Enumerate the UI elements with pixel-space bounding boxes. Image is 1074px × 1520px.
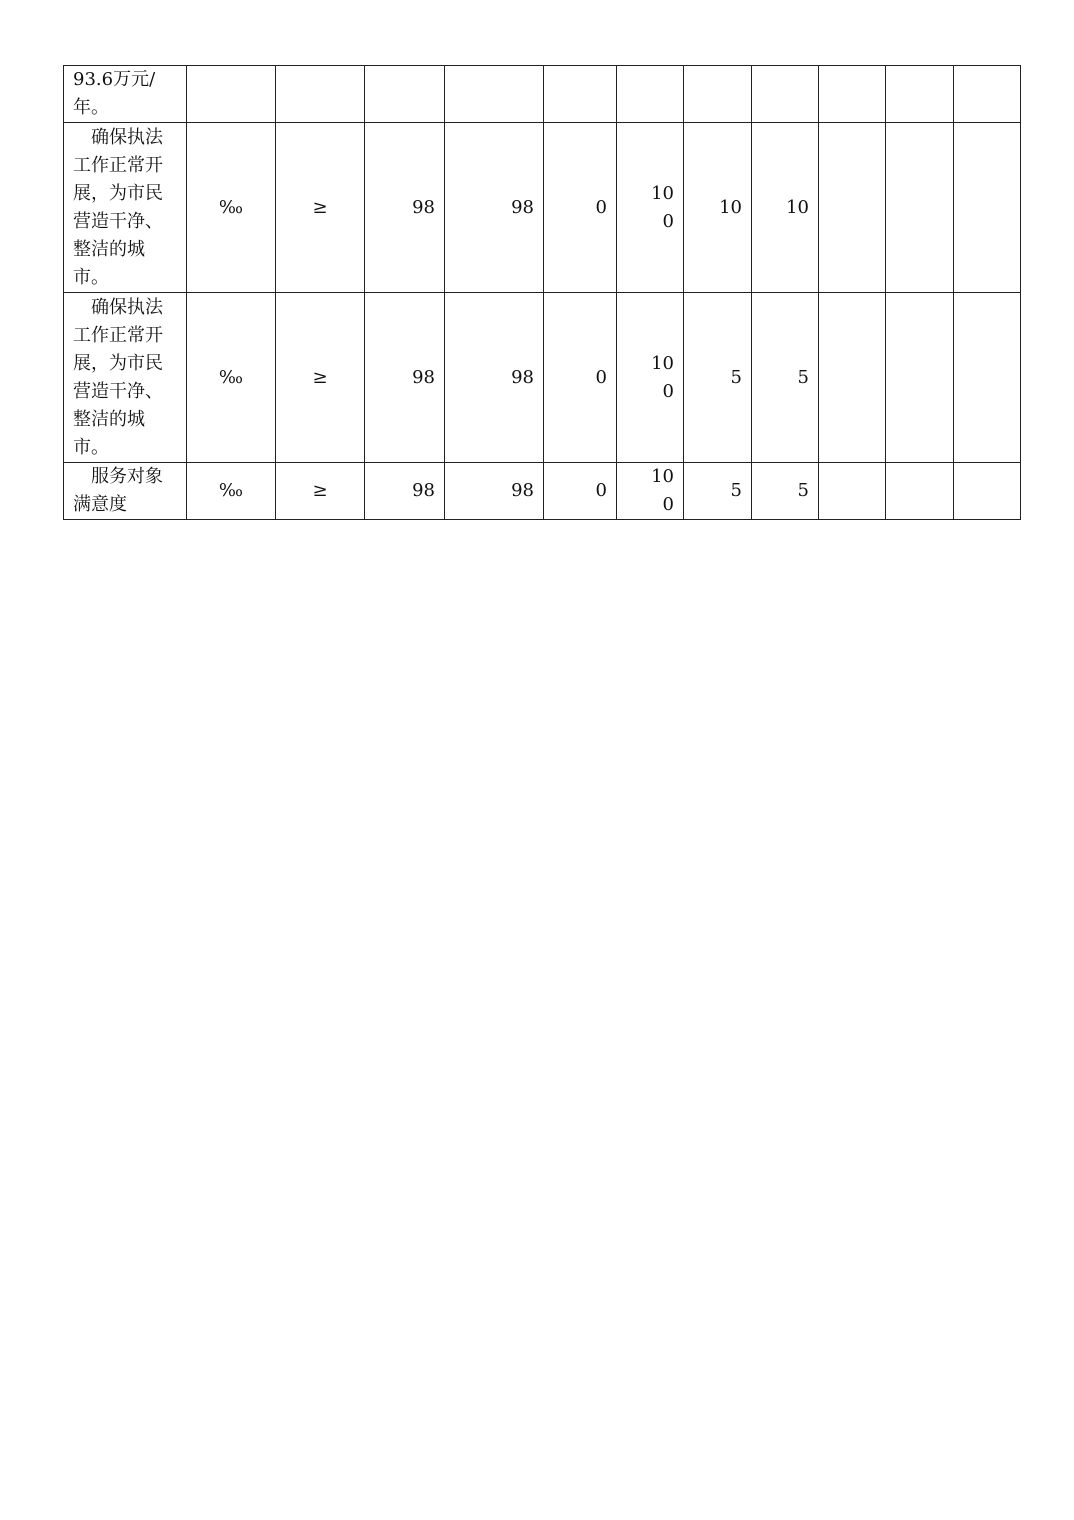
indicator-description-cell: 服务对象满意度 <box>64 463 187 520</box>
table-row <box>64 123 1021 293</box>
table-row <box>64 66 1021 123</box>
indicator-description-cell: 确保执法工作正常开展，为市民营造干净、整洁的城市。 <box>64 293 187 463</box>
empty-cell <box>954 463 1021 520</box>
empty-cell <box>954 293 1021 463</box>
actual-value-cell: 98 <box>445 463 544 520</box>
completion-rate-cell: 100 <box>617 123 684 293</box>
actual-value-cell <box>445 66 544 123</box>
deviation-cell: 0 <box>544 123 617 293</box>
target-value-cell: 98 <box>365 123 445 293</box>
unit-cell <box>187 66 276 123</box>
comparison-cell <box>276 66 365 123</box>
weight-cell: 5 <box>684 463 752 520</box>
target-value-cell: 98 <box>365 293 445 463</box>
unit-cell: ‰ <box>187 463 276 520</box>
deviation-cell <box>544 66 617 123</box>
actual-value-cell: 98 <box>445 123 544 293</box>
empty-cell <box>819 66 886 123</box>
weight-cell: 5 <box>684 293 752 463</box>
score-cell: 10 <box>752 123 819 293</box>
comparison-cell: ≥ <box>276 123 365 293</box>
deviation-cell: 0 <box>544 293 617 463</box>
target-value-cell <box>365 66 445 123</box>
target-value-cell: 98 <box>365 463 445 520</box>
empty-cell <box>954 123 1021 293</box>
score-cell <box>752 66 819 123</box>
unit-cell: ‰ <box>187 123 276 293</box>
empty-cell <box>819 123 886 293</box>
comparison-cell: ≥ <box>276 463 365 520</box>
table-row <box>64 463 1021 520</box>
deviation-cell: 0 <box>544 463 617 520</box>
comparison-cell: ≥ <box>276 293 365 463</box>
table-row <box>64 293 1021 463</box>
completion-rate-cell: 100 <box>617 463 684 520</box>
completion-rate-cell: 100 <box>617 293 684 463</box>
empty-cell <box>886 66 954 123</box>
performance-indicator-table <box>63 65 1021 520</box>
empty-cell <box>886 293 954 463</box>
completion-rate-cell <box>617 66 684 123</box>
empty-cell <box>886 463 954 520</box>
empty-cell <box>954 66 1021 123</box>
indicator-description-cell: 93.6万元/年。 <box>64 66 187 123</box>
weight-cell: 10 <box>684 123 752 293</box>
empty-cell <box>886 123 954 293</box>
unit-cell: ‰ <box>187 293 276 463</box>
empty-cell <box>819 463 886 520</box>
indicator-description-cell: 确保执法工作正常开展，为市民营造干净、整洁的城市。 <box>64 123 187 293</box>
score-cell: 5 <box>752 463 819 520</box>
score-cell: 5 <box>752 293 819 463</box>
empty-cell <box>819 293 886 463</box>
weight-cell <box>684 66 752 123</box>
actual-value-cell: 98 <box>445 293 544 463</box>
